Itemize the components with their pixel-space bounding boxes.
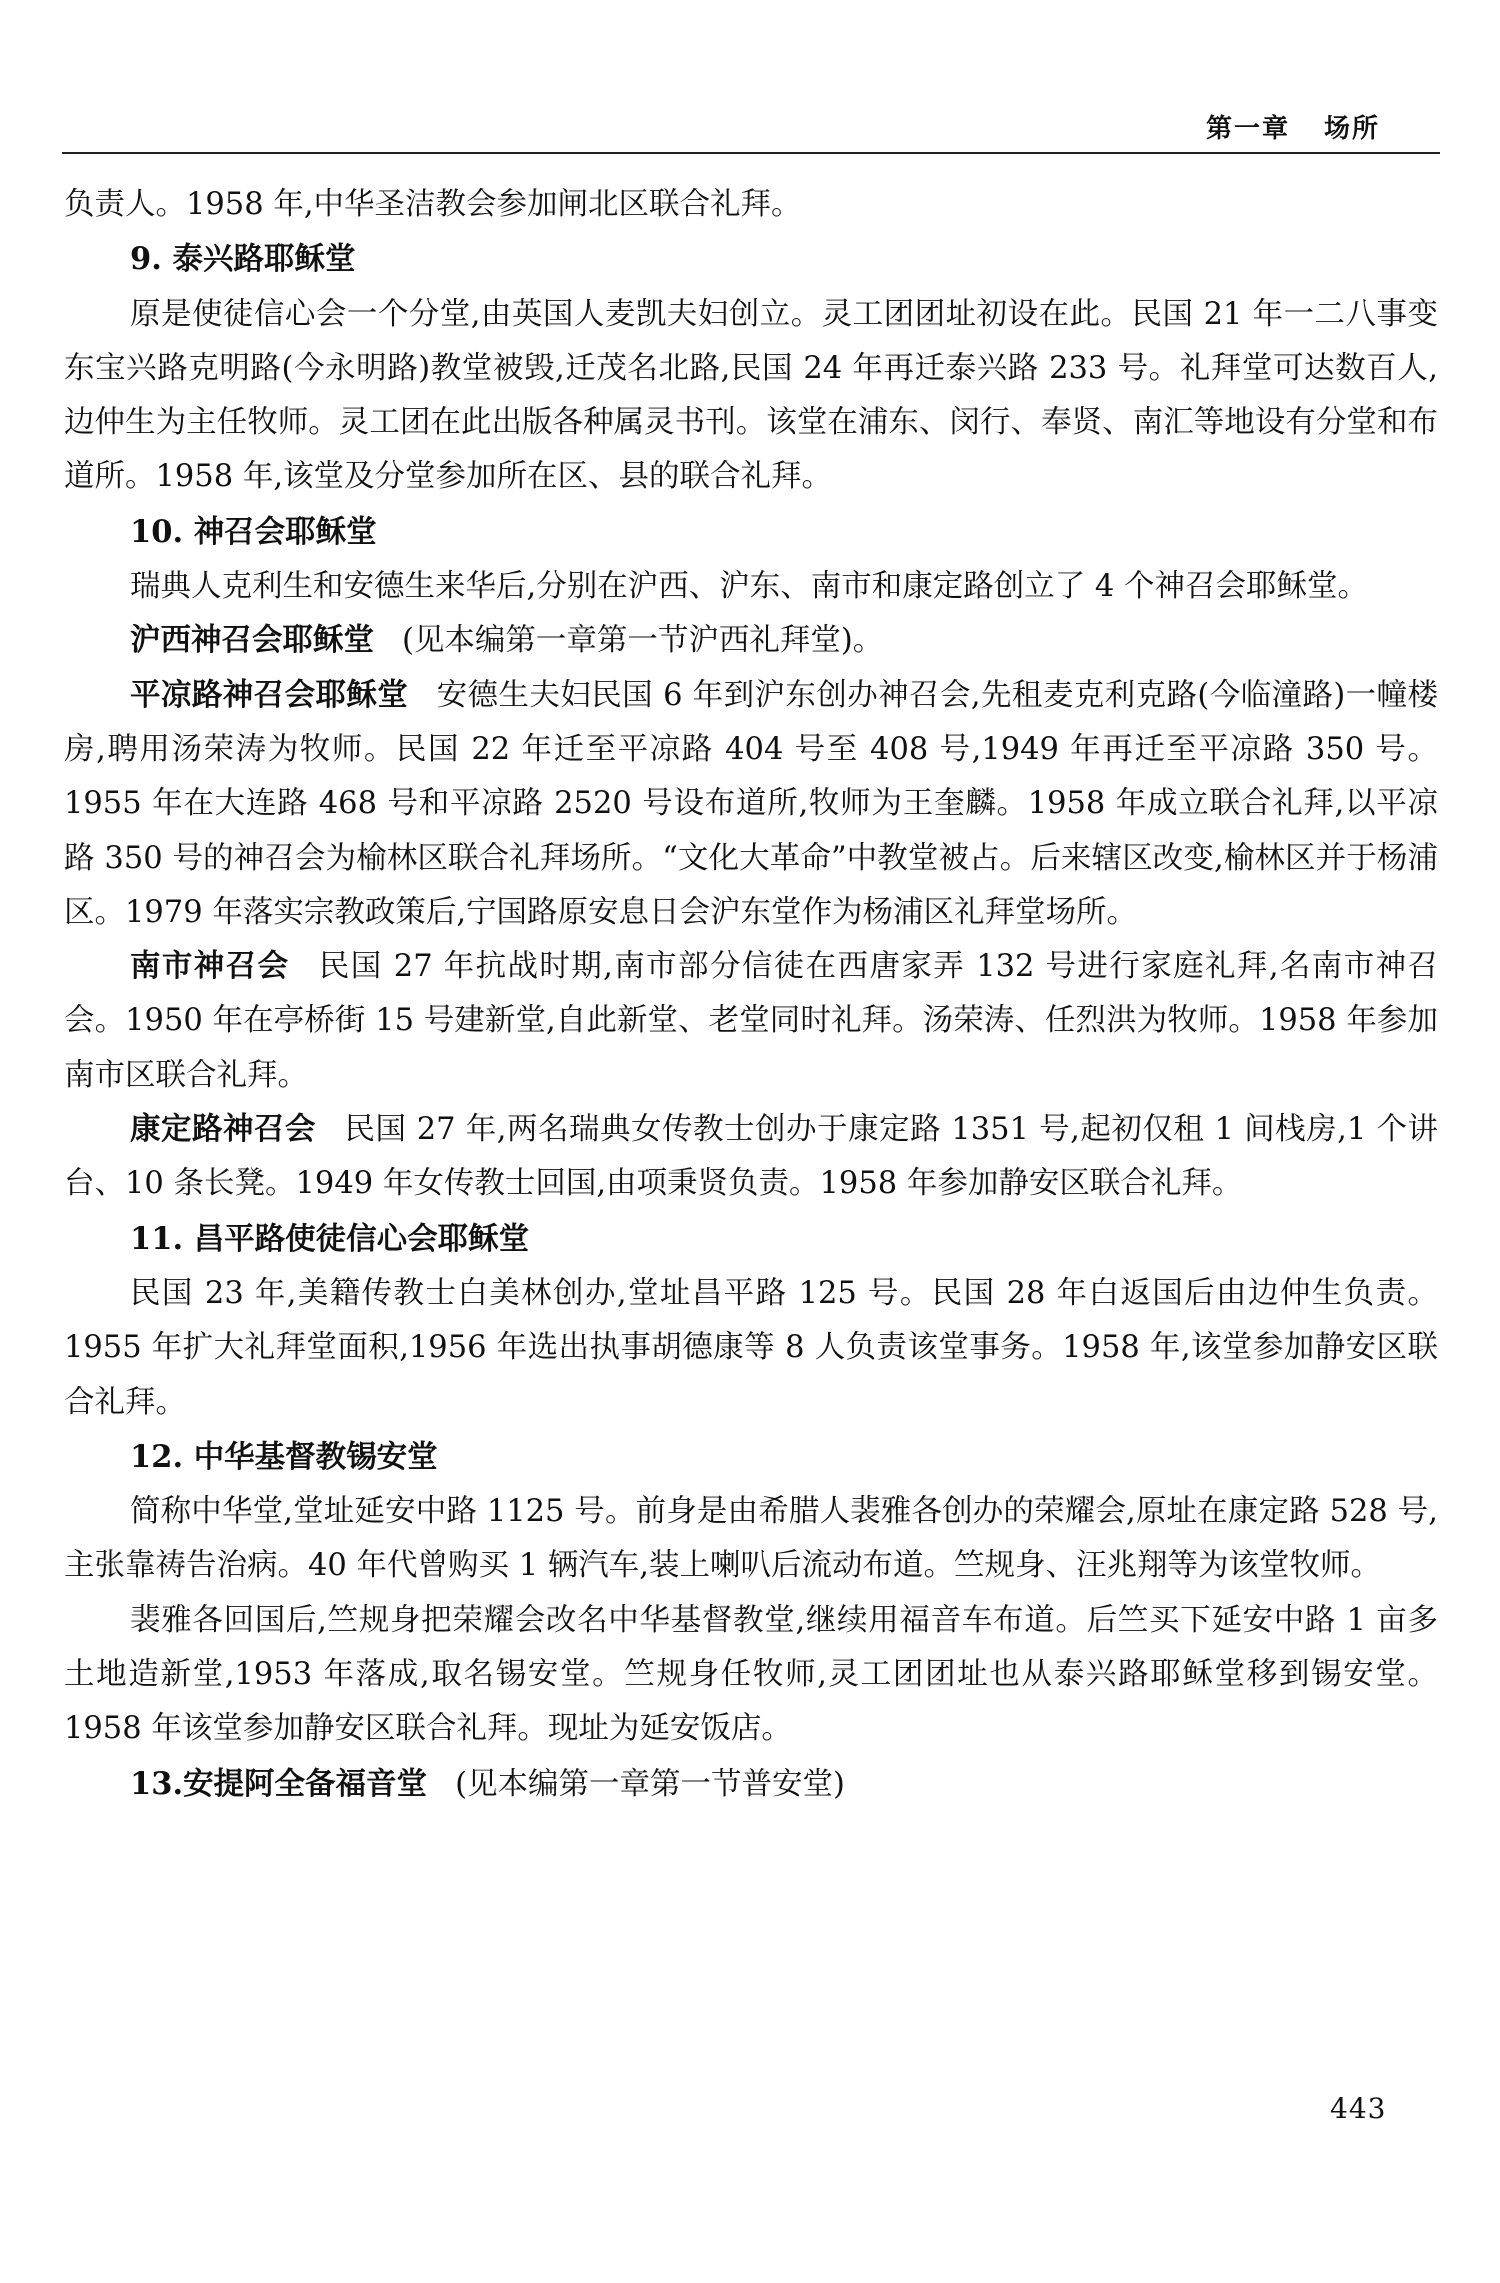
paragraph-text: 民国 27 年抗战时期,南市部分信徒在西唐家弄 132 号进行家庭礼拜,名南市神召会。1950 年在亭桥街 15 号建新堂,自此新堂、老堂同时礼拜。汤荣涛、任烈洪为牧师。1958 年参加南市区联合礼拜。 <box>64 949 1439 1093</box>
heading-title: 泰兴路耶稣堂 <box>172 242 356 278</box>
heading-number: 10. <box>130 513 184 550</box>
heading-number: 11. <box>130 1220 184 1257</box>
heading-number: 9. <box>130 241 162 278</box>
heading-title: 昌平路使徒信心会耶稣堂 <box>193 1221 530 1257</box>
heading-11 <box>64 1212 1438 1267</box>
chapter-label: 第一章 <box>1205 114 1290 144</box>
running-head <box>1206 108 1380 145</box>
lead-term: 沪西神召会耶稣堂 <box>130 623 374 659</box>
paragraph-text: 安德生夫妇民国 6 年到沪东创办神召会,先租麦克利克路(今临潼路)一幢楼房,聘用汤荣涛为牧师。民国 22 年迁至平凉路 404 号至 408 号,1949 年再迁至平凉路 350 号。1955 年在大连路 468 号和平凉路 2520 号设布道所,牧师为王奎麟。1958 年成立联合礼拜,以平凉路 350 号的神召会为榆林区联合礼拜场所。“文化大革命”中教堂被占。后来辖区改变,榆林区并于杨浦区。1979 年落实宗教政策后,宁国路原安息日会沪东堂作为杨浦区礼拜堂场所。 <box>64 677 1439 930</box>
heading-13 <box>64 1757 1438 1812</box>
lead-term: 平凉路神召会耶稣堂 <box>130 677 409 713</box>
paragraph-changpinglu: 民国 23 年,美籍传教士白美林创办,堂址昌平路 125 号。民国 28 年白返国后由边仲生负责。1955 年扩大礼拜堂面积,1956 年选出执事胡德康等 8 人负责该堂事务。1958 年,该堂参加静安区联合礼拜。 <box>64 1275 1438 1420</box>
body-text <box>64 178 1438 1812</box>
heading-number: 13. <box>130 1765 184 1802</box>
heading-10 <box>64 505 1438 560</box>
heading-title: 神召会耶稣堂 <box>193 514 377 550</box>
paragraph-nanshi <box>64 940 1438 1103</box>
paragraph-xian-2: 裴雅各回国后,竺规身把荣耀会改名中华基督教堂,继续用福音车布道。后竺买下延安中路 1 亩多土地造新堂,1953 年落成,取名锡安堂。竺规身任牧师,灵工团团址也从泰兴路耶稣堂移到锡安堂。1958 年该堂参加静安区联合礼拜。现址为延安饭店。 <box>64 1602 1438 1747</box>
paragraph-kangding <box>64 1103 1438 1212</box>
page-number: 443 <box>1330 2092 1387 2125</box>
paragraph-huxi <box>64 614 1438 668</box>
heading-12 <box>64 1430 1438 1485</box>
paragraph-continued: 负责人。1958 年,中华圣洁教会参加闸北区联合礼拜。 <box>64 187 802 222</box>
lead-term: 南市神召会 <box>130 949 290 985</box>
heading-note: (见本编第一章第一节普安堂) <box>455 1766 845 1802</box>
paragraph-text: (见本编第一章第一节沪西礼拜堂)。 <box>402 623 884 659</box>
paragraph-shenzhaohui: 瑞典人克利生和安德生来华后,分别在沪西、沪东、南市和康定路创立了 4 个神召会耶稣堂。 <box>130 569 1368 605</box>
paragraph-text: 民国 27 年,两名瑞典女传教士创办于康定路 1351 号,起初仅租 1 间栈房,1 个讲台、10 条长凳。1949 年女传教士回国,由项秉贤负责。1958 年参加静安区联合礼拜。 <box>64 1112 1438 1202</box>
heading-9 <box>64 232 1438 287</box>
heading-title: 安提阿全备福音堂 <box>183 1766 428 1802</box>
paragraph-taixinglu: 原是使徒信心会一个分堂,由英国人麦凯夫妇创立。灵工团团址初设在此。民国 21 年一二八事变东宝兴路克明路(今永明路)教堂被毁,迁茂名北路,民国 24 年再迁泰兴路 233 号。礼拜堂可达数百人,边仲生为主任牧师。灵工团在此出版各种属灵书刊。该堂在浦东、闵行、奉贤、南汇等地设有分堂和布道所。1958 年,该堂及分堂参加所在区、县的联合礼拜。 <box>64 296 1438 495</box>
paragraph-pingliang <box>64 669 1438 940</box>
heading-number: 12. <box>130 1438 184 1475</box>
section-label: 场所 <box>1323 114 1380 144</box>
heading-title: 中华基督教锡安堂 <box>193 1439 438 1475</box>
paragraph-xian-1: 简称中华堂,堂址延安中路 1125 号。前身是由希腊人裴雅各创办的荣耀会,原址在康定路 528 号,主张靠祷告治病。40 年代曾购买 1 辆汽车,装上喇叭后流动布道。竺规身、汪兆翔等为该堂牧师。 <box>64 1494 1438 1584</box>
lead-term: 康定路神召会 <box>130 1112 317 1148</box>
header-rule <box>62 152 1440 154</box>
